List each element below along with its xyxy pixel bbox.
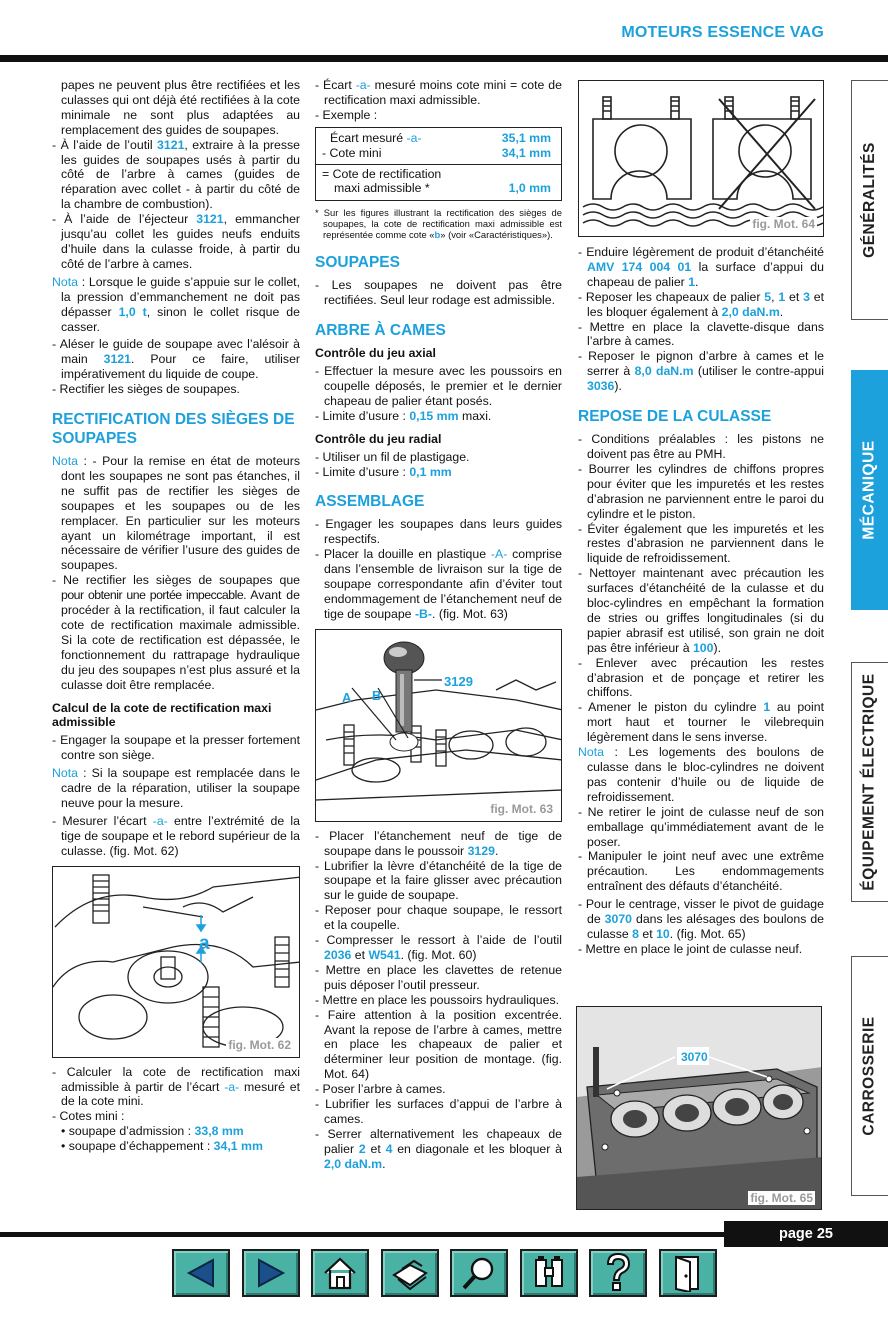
bullet: - Utiliser un fil de plastigage. — [315, 449, 470, 464]
bullet: - Limite d’usure : 0,1 mm — [315, 464, 452, 479]
bullet: - Mettre en place les clavettes de retenue puis déposer l’outil presseur. — [315, 962, 562, 992]
next-icon — [253, 1257, 289, 1289]
print-icon — [390, 1255, 430, 1291]
bullet: - Mesurer l’écart -a- entre l’extrémité de la tige de soupape et le rebord supérieur de la culasse. (fig. Mot. 62) — [52, 813, 301, 858]
cote-item: • soupape d’échappement : 34,1 mm — [61, 1139, 263, 1154]
section-heading: RECTIFICATION DES SIÈGES DE SOUPAPES — [52, 411, 295, 448]
cote-item: • soupape d’admission : 33,8 mm — [61, 1124, 244, 1139]
bullet: - Reposer les chapeaux de palier 5, 1 et 3 et les bloquer également à 2,0 daN.m. — [578, 289, 824, 319]
bullet: - Éviter également que les impuretés et les restes d’abrasion ne parviennent dans le liquide de refroidissement. — [578, 521, 824, 566]
nota: Nota : Les logements des boulons de culasse dans le bloc-cylindres ne doivent pas contenir d’huile ou de liquide de refroidissement. — [578, 745, 824, 804]
example-label: Écart mesuré -a- — [330, 130, 422, 145]
example-value: 34,1 mm — [501, 145, 551, 160]
section-heading: SOUPAPES — [315, 254, 400, 272]
binoculars-button[interactable] — [520, 1249, 578, 1297]
nota: Nota : Lorsque le guide s’appuie sur le collet, la pression d’emmanchement ne doit pas dépasser 1,0 t, sinon le collet risque de casser. — [52, 274, 300, 334]
column-1 — [52, 78, 300, 1154]
bullet: - Compresser le ressort à l’aide de l’outil 2036 et W541. (fig. Mot. 60) — [315, 933, 563, 962]
bullet: - Bourrer les cylindres de chiffons propres pour éviter que les impuretés et les restes d’abrasion ne parviennent entre le paroi du cylindre et le piston. — [578, 461, 825, 521]
fig65-tool-label: 3070 — [681, 1050, 708, 1064]
nota: Nota : Si la soupape est remplacée dans le cadre de la réparation, utiliser la soupape neuve pour la mesure. — [52, 766, 300, 810]
bullet: - Pour le centrage, visser le pivot de guidage de 3070 dans les alésages des boulons de culasse 8 et 10. (fig. Mot. 65) — [578, 897, 824, 941]
example-label: - Cote mini — [322, 145, 382, 160]
bullet: - Reposer pour chaque soupape, le ressort et la coupelle. — [315, 903, 562, 933]
section-heading: REPOSE DE LA CULASSE — [578, 408, 772, 426]
figure-mot-62 — [52, 866, 300, 1058]
example-label: = Cote de rectification — [322, 166, 442, 181]
previous-icon — [183, 1257, 219, 1289]
help-button[interactable] — [589, 1249, 647, 1297]
bullet: - Écart -a- mesuré moins cote mini = cote de rectification maxi admissible. — [315, 78, 562, 107]
figure-caption: fig. Mot. 62 — [228, 1037, 291, 1052]
bullet: - Poser l’arbre à cames. — [315, 1082, 446, 1097]
figure-mot-64 — [578, 80, 824, 237]
bullet: - Amener le piston du cylindre 1 au point mort haut et tourner le vilebrequin légèrement dans le sens inverse. — [578, 700, 824, 745]
bullet: - À l’aide de l’outil 3121, extraire à la presse les guides de soupapes usés à partir du côté de l’arbre à cames (guides de réparation avec collet - à partir du côté de la chambre de combustion). — [52, 137, 301, 212]
bullet: - Enduire légèrement de produit d’étanchéité AMV 174 004 01 la surface d’appui du chapeau de palier 1. — [578, 245, 825, 289]
tab-equipement-electrique[interactable]: ÉQUIPEMENT ÉLECTRIQUE — [851, 662, 888, 902]
bullet: - Mettre en place le joint de culasse neuf. — [578, 941, 803, 956]
bullet: - Faire attention à la position excentrée. Avant la repose de l’arbre à cames, mettre en place les chapeaux de palier et déterminer leur position de montage. (fig. Mot. 64) — [315, 1007, 562, 1082]
fig63-tool-label: 3129 — [444, 673, 473, 689]
bullet: - Cotes mini : — [52, 1109, 125, 1124]
exit-button[interactable] — [659, 1249, 717, 1297]
bullet: - Exemple : — [315, 107, 378, 122]
tab-mecanique[interactable]: MÉCANIQUE — [851, 370, 888, 610]
bullet: - Effectuer la mesure avec les poussoirs en coupelle déposés, le premier et le dernier chapeau de palier étant posés. — [315, 364, 562, 408]
previous-button[interactable] — [172, 1249, 230, 1297]
bullet: - Mettre en place la clavette-disque dans l’arbre à cames. — [578, 319, 825, 349]
header-rule — [0, 55, 888, 62]
bullet: - Aléser le guide de soupape avec l’alésoir à main 3121. Pour ce faire, utiliser impérativement du liquide de coupe. — [52, 337, 300, 382]
figure-caption: fig. Mot. 65 — [750, 1191, 813, 1205]
bearing-cap-drawing — [579, 81, 824, 237]
nota: Nota : - Pour la remise en état de moteurs dont les soupapes ne sont pas étanches, il ne suffit pas de rectifier les sièges de soupapes et les soupapes ou de les remplacer. En particulier sur les moteurs ayant un kilométrage important, il est nécessaire de vérifier l’usure des guides de soupapes. — [52, 454, 300, 573]
bullet: - Serrer alternativement les chapeaux de palier 2 et 4 en diagonale et les bloquer à 2,0 daN.m. — [315, 1126, 562, 1171]
column-3 — [578, 80, 824, 957]
valve-seal-drawing — [316, 630, 562, 822]
home-icon — [321, 1255, 359, 1291]
sub-heading: Contrôle du jeu radial — [315, 431, 442, 446]
bullet: - Conditions préalables : les pistons ne doivent pas être au PMH. — [578, 432, 824, 461]
bullet: - Mettre en place les poussoirs hydrauliques. — [315, 992, 560, 1007]
help-icon — [602, 1252, 634, 1294]
next-button[interactable] — [242, 1249, 300, 1297]
bullet: - Les soupapes ne doivent pas être rectifiées. Seul leur rodage est admissible. — [315, 278, 562, 308]
binoculars-icon — [530, 1254, 568, 1292]
sub-heading: Contrôle du jeu axial — [315, 346, 436, 361]
bullet: - Manipuler le joint neuf avec une extrême précaution. Les endommagements entraînent des défauts d’étanchéité. — [578, 849, 824, 894]
header-title: MOTEURS ESSENCE VAG — [621, 24, 824, 41]
figure-caption: fig. Mot. 64 — [752, 217, 815, 232]
print-button[interactable] — [381, 1249, 439, 1297]
section-tabs — [851, 80, 888, 1200]
example-value: 1,0 mm — [508, 181, 551, 196]
figure-mot-65 — [576, 1006, 822, 1210]
footnote: * Sur les figures illustrant la rectification des sièges de soupapes, la cote de rectification maxi admissible est représentée comme cote «b» (voir «Caractéristiques»). — [315, 207, 562, 241]
fig63-label-a: A — [342, 689, 352, 705]
tab-carrosserie[interactable]: CARROSSERIE — [851, 956, 888, 1196]
bullet: - Engager la soupape et la presser fortement contre son siège. — [52, 733, 300, 763]
bullet: - Rectifier les sièges de soupapes. — [52, 382, 240, 397]
figure-caption: fig. Mot. 63 — [490, 801, 553, 816]
bullet: - À l’aide de l’éjecteur 3121, emmancher jusqu’au collet les guides neufs enduits d’huile dans la culasse froide, à partir du côté de l’arbre à cames. — [52, 212, 300, 271]
tab-generalites[interactable]: GÉNÉRALITÉS — [851, 80, 888, 320]
bullet: - Ne rectifier les sièges de soupapes que pour obtenir une portée impeccable. Avant de procéder à la rectification, il faut calculer la cote de rectification maximale admissible. Si la cote de rectification est dépassée, le fonctionnement du rattrapage hydraulique du jeu des soupapes n’est plus assuré et la culasse doit être remplacée. — [52, 573, 300, 692]
sub-heading: Calcul de la cote de rectification maxi admissible — [52, 700, 272, 730]
fig62-dimension-label: a — [199, 932, 210, 954]
exit-icon — [670, 1254, 706, 1292]
bullet: - Engager les soupapes dans leurs guides respectifs. — [315, 517, 562, 547]
navigation-bar — [172, 1249, 717, 1297]
search-button[interactable] — [450, 1249, 508, 1297]
engine-block-drawing — [577, 1007, 822, 1210]
bullet: - Ne retirer le joint de culasse neuf de son emballage qu’immédiatement avant de le poser. — [578, 804, 824, 849]
home-button[interactable] — [311, 1249, 369, 1297]
bullet: - Lubrifier les surfaces d’appui de l’arbre à cames. — [315, 1097, 562, 1126]
bullet: - Placer l’étanchement neuf de tige de soupape dans le poussoir 3129. — [315, 828, 562, 858]
page-number: page 25 — [724, 1221, 888, 1247]
bullet: - Enlever avec précaution les restes d’abrasion et de ponçage et retirer les chiffons. — [578, 655, 825, 700]
figure-mot-63 — [315, 629, 562, 822]
cylinder-head-drawing — [53, 867, 300, 1058]
fig63-label-b: B — [372, 687, 382, 703]
bullet: - Placer la douille en plastique -A- comprise dans l’ensemble de livraison sur la tige de soupape correspondante afin d’éviter tout endommagement de l’étanchement neuf de tige de soupape -B-. (fig. Mot. 63) — [315, 547, 562, 621]
bullet: - Reposer le pignon d’arbre à cames et le serrer à 8,0 daN.m (utiliser le contre-appui 3036). — [578, 349, 825, 394]
bullet: - Lubrifier la lèvre d’étanchéité de la tige de soupape et la faire glisser avec précaution sur le guide de soupape. — [315, 858, 562, 903]
section-heading: ARBRE À CAMES — [315, 322, 446, 340]
example-box — [315, 127, 562, 202]
paragraph: papes ne peuvent plus être rectifiées et les culasses qui ont déjà été rectifiées à la cote minimale ne sont plus adaptées au remplacement des guides de soupapes. — [61, 78, 300, 137]
bullet: - Limite d’usure : 0,15 mm maxi. — [315, 408, 492, 423]
example-label: maxi admissible * — [334, 181, 430, 196]
example-value: 35,1 mm — [501, 130, 551, 145]
section-heading: ASSEMBLAGE — [315, 493, 425, 511]
bullet: - Nettoyer maintenant avec précaution les surfaces d’étanchéité de la culasse et du bloc-cylindres en empêchant la formation de stries ou griffes longitudinales (si du papier abrasif est utilisé, son grain ne doit pas être inférieur à 100). — [578, 566, 824, 655]
column-2 — [315, 78, 562, 1172]
page-header — [0, 0, 888, 62]
search-icon — [460, 1254, 498, 1292]
bullet: - Calculer la cote de rectification maxi admissible à partir de l’écart -a- mesuré et de la cote mini. — [52, 1064, 301, 1109]
